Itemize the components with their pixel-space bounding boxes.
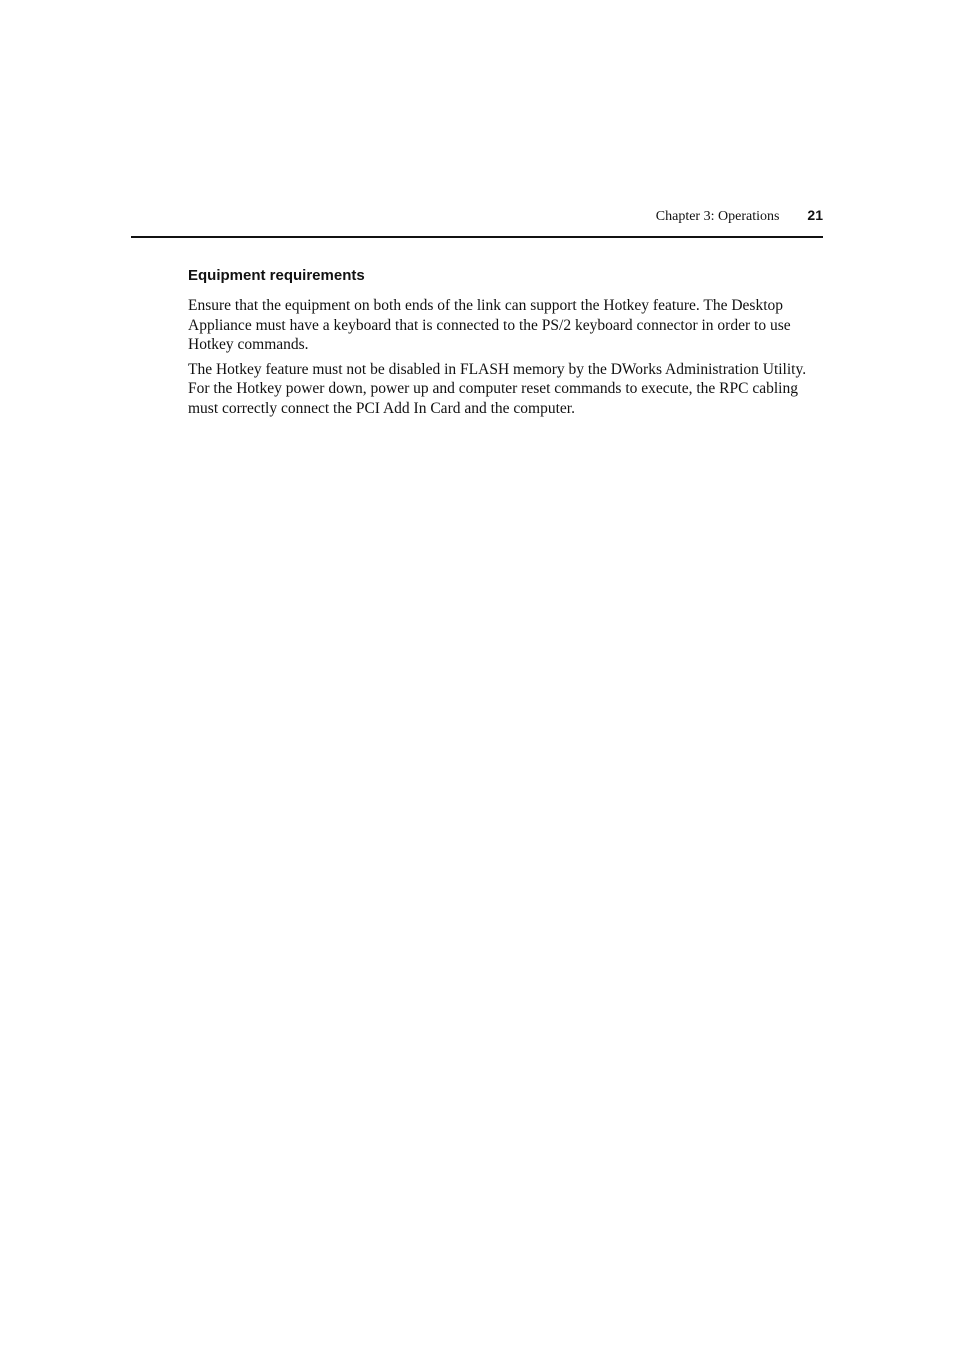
- body-paragraph: The Hotkey feature must not be disabled in FLASH memory by the DWorks Administration Utility. For the Hotkey power down, power up and computer reset commands to execute, the RPC cabling must correctly connect the PCI Add In Card and the computer.: [188, 360, 807, 417]
- header-rule: [131, 236, 823, 238]
- body-paragraph: Ensure that the equipment on both ends of the link can support the Hotkey feature. The Desktop Appliance must have a keyboard that is connected to the PS/2 keyboard connector in order to use Hotkey commands.: [188, 297, 791, 353]
- page-content: [188, 266, 822, 423]
- page-number: 21: [807, 207, 823, 223]
- running-header: [131, 207, 823, 229]
- section-heading: Equipment requirements: [188, 267, 365, 284]
- chapter-label: Chapter 3: Operations: [655, 209, 780, 224]
